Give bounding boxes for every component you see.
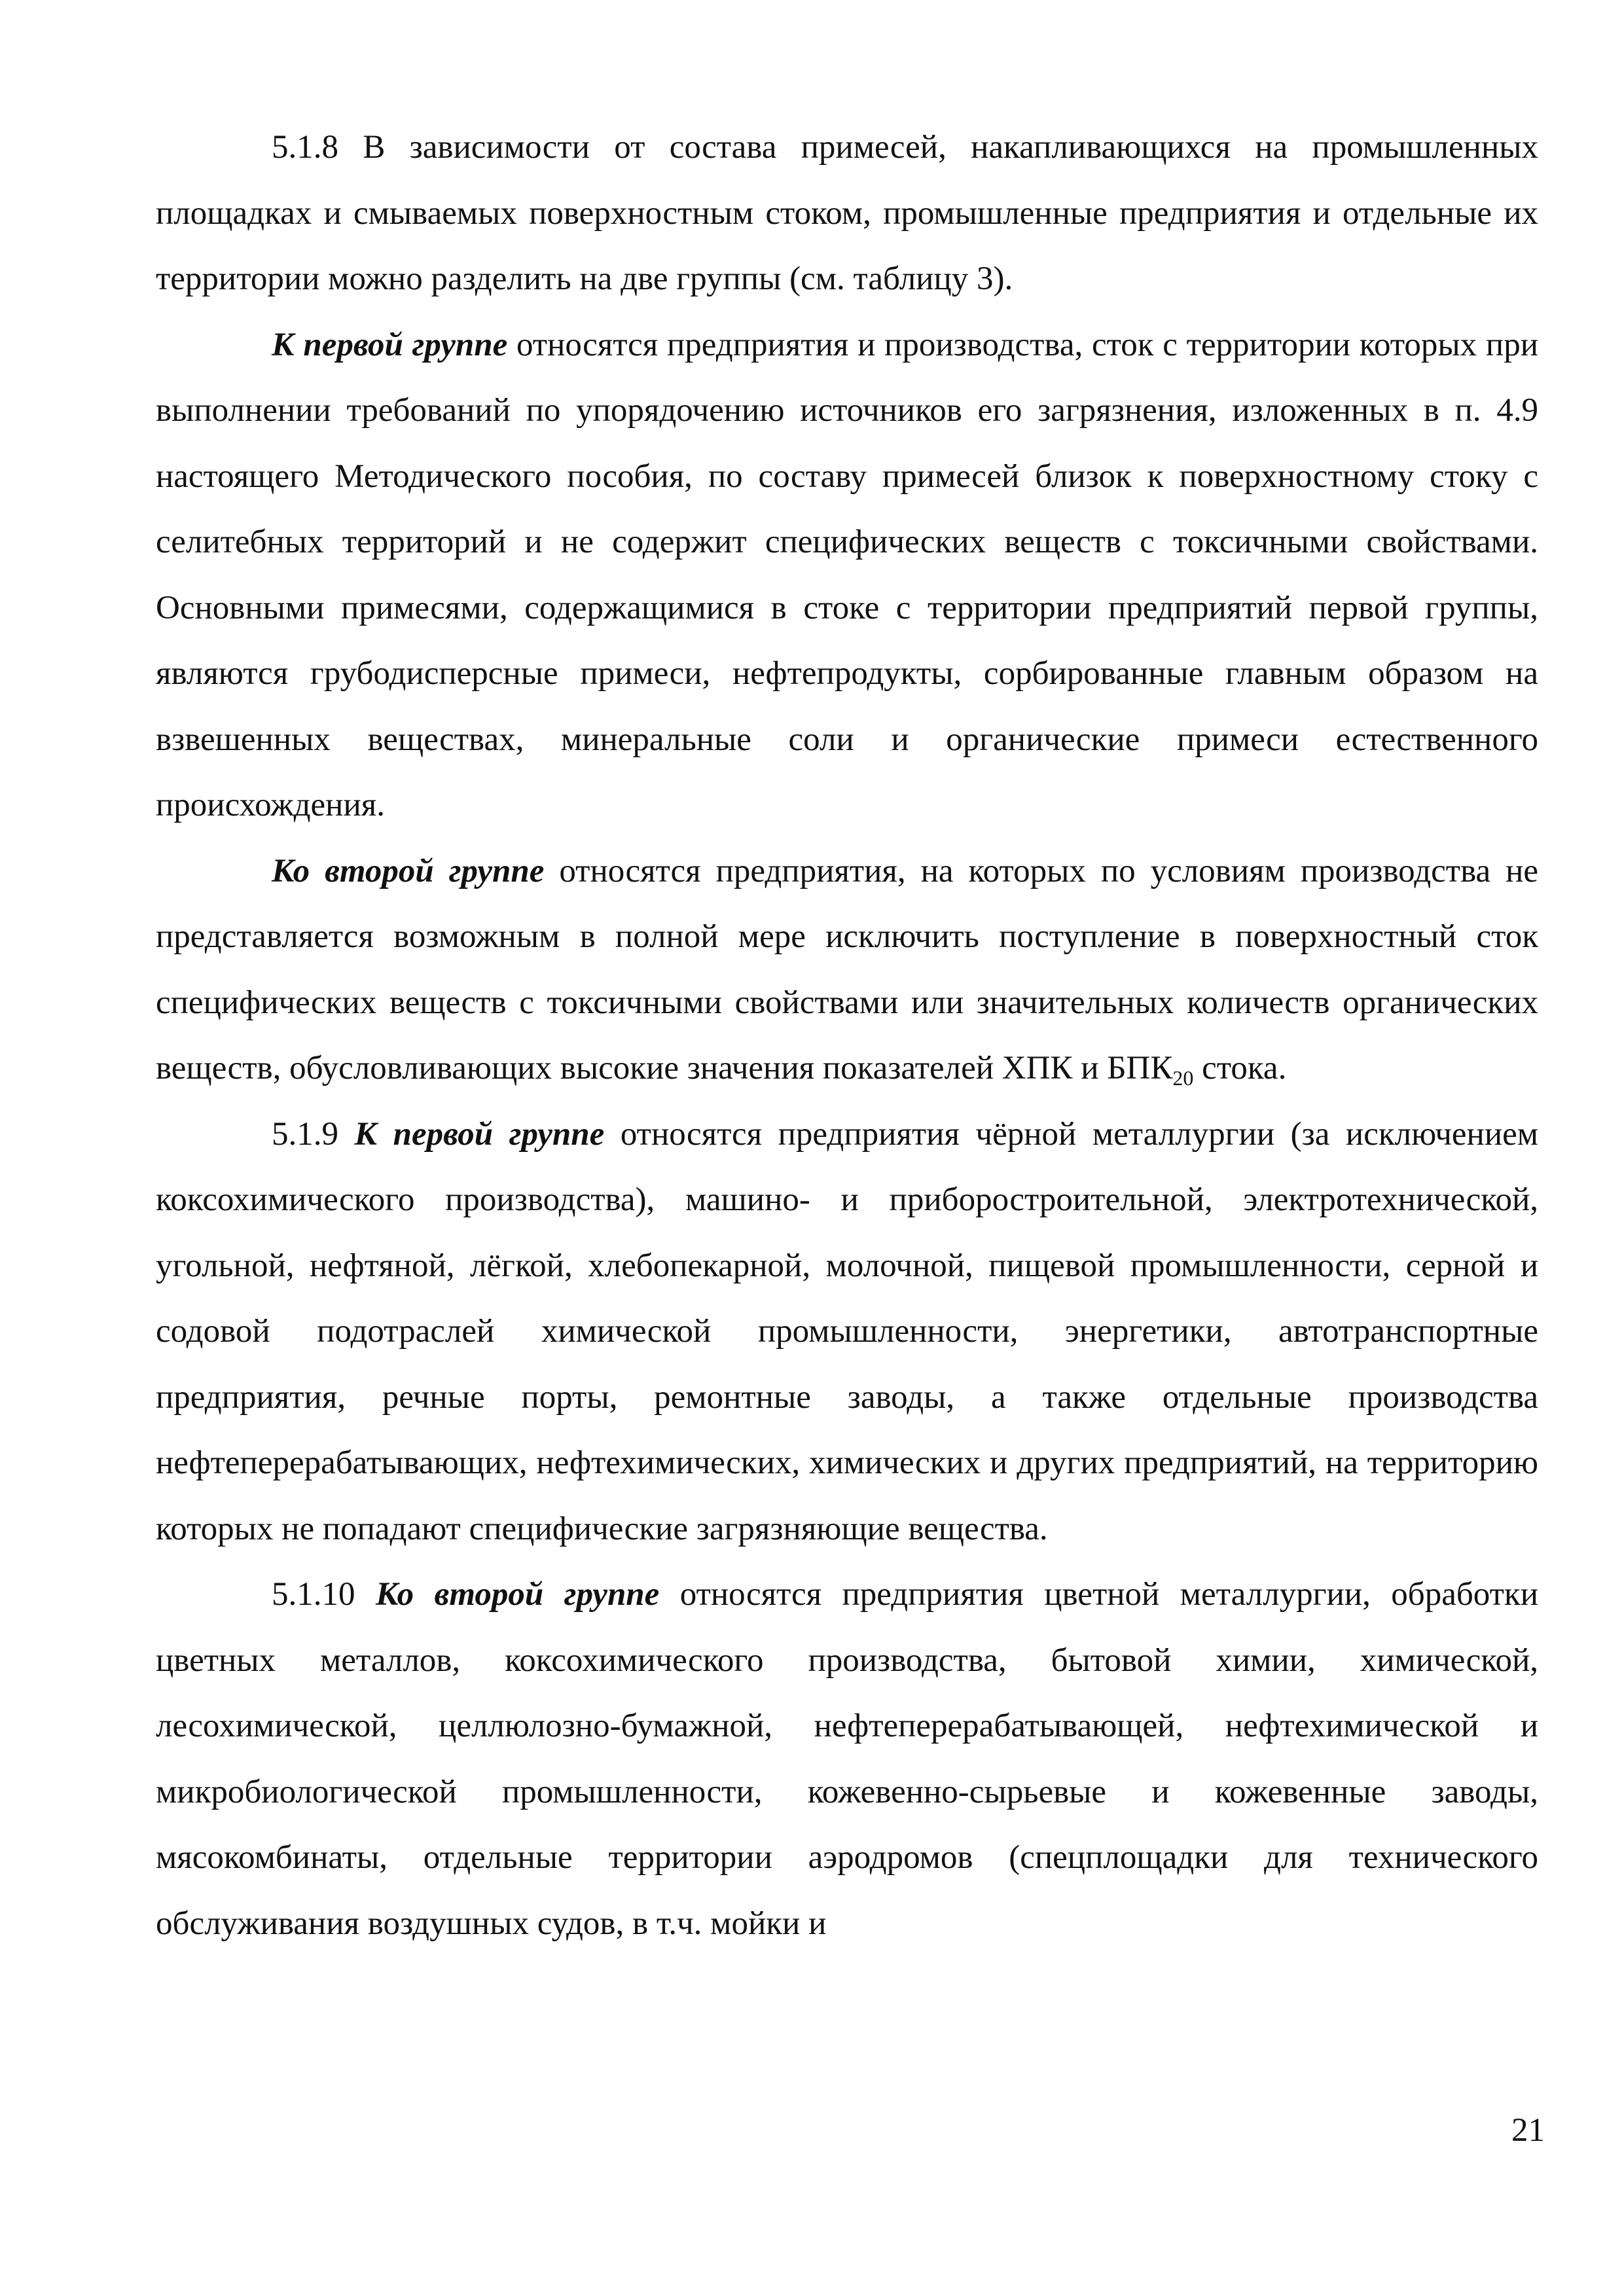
paragraph-text: относятся предприятия цветной металлургии, обработки цветных металлов, коксохимического производства, бытовой химии, химической, лесохимической, целлюлозно-бумажной, нефтеперерабатывающей, нефтехимической и микробиологической промышленности, кожевенно-сырьевые и кожевенные заводы, мясокомбинаты, отдельные территории аэродромов (спецплощадки для технического обслуживания воздушных судов, в т.ч. мойки и <box>156 1576 1538 1942</box>
paragraph-lead: Ко второй группе <box>375 1576 660 1613</box>
page-number: 21 <box>1511 2112 1545 2149</box>
section-number: 5.1.10 <box>272 1576 355 1613</box>
paragraph-first-group <box>156 312 1538 838</box>
page-body <box>156 115 1538 1956</box>
paragraph-lead: К первой группе <box>272 326 508 363</box>
paragraph-lead: Ко второй группе <box>272 852 545 889</box>
paragraph-text: относятся предприятия и производства, сток с территории которых при выполнении требований по упорядочению источников его загрязнения, изложенных в п. 4.9 настоящего Методического пособия, по составу примесей близок к поверхностному стоку с селитебных территорий и не содержит специфических веществ с токсичными свойствами. Основными примесями, содержащимися в стоке с территории предприятий первой группы, являются грубодисперсные примеси, нефтепродукты, сорбированные главным образом на взвешенных веществах, минеральные соли и органические примеси естественного происхождения. <box>156 326 1538 823</box>
paragraph-text: относятся предприятия чёрной металлургии (за исключением коксохимического производства), машино- и приборостроительной, электротехнической, угольной, нефтяной, лёгкой, хлебопекарной, молочной, пищевой промышленности, серной и содовой подотраслей химической промышленности, энергетики, автотранспортные предприятия, речные порты, ремонтные заводы, а также отдельные производства нефтеперерабатывающих, нефтехимических, химических и других предприятий, на территорию которых не попадают специфические загрязняющие вещества. <box>156 1115 1539 1547</box>
paragraph-5-1-10 <box>156 1562 1538 1956</box>
paragraph-tail: стока. <box>1193 1050 1287 1086</box>
paragraph-5-1-8 <box>156 115 1538 312</box>
paragraph-second-group <box>156 838 1538 1102</box>
paragraph-text: В зависимости от состава примесей, накапливающихся на промышленных площадках и смываемых поверхностным стоком, промышленные предприятия и отдельные их территории можно разделить на две группы (см. таблицу 3). <box>156 129 1538 297</box>
section-number: 5.1.8 <box>272 129 338 166</box>
section-number: 5.1.9 <box>272 1115 338 1153</box>
subscript-20: 20 <box>1172 1066 1194 1090</box>
paragraph-5-1-9 <box>156 1102 1538 1562</box>
paragraph-lead: К первой группе <box>354 1115 605 1153</box>
paragraph-text: относятся предприятия, на которых по условиям производства не представляется возможным в полной мере исключить поступление в поверхностный сток специфических веществ с токсичными свойствами или значительных количеств органических веществ, обусловливающих высокие значения показателей ХПК и БПК <box>156 852 1539 1086</box>
